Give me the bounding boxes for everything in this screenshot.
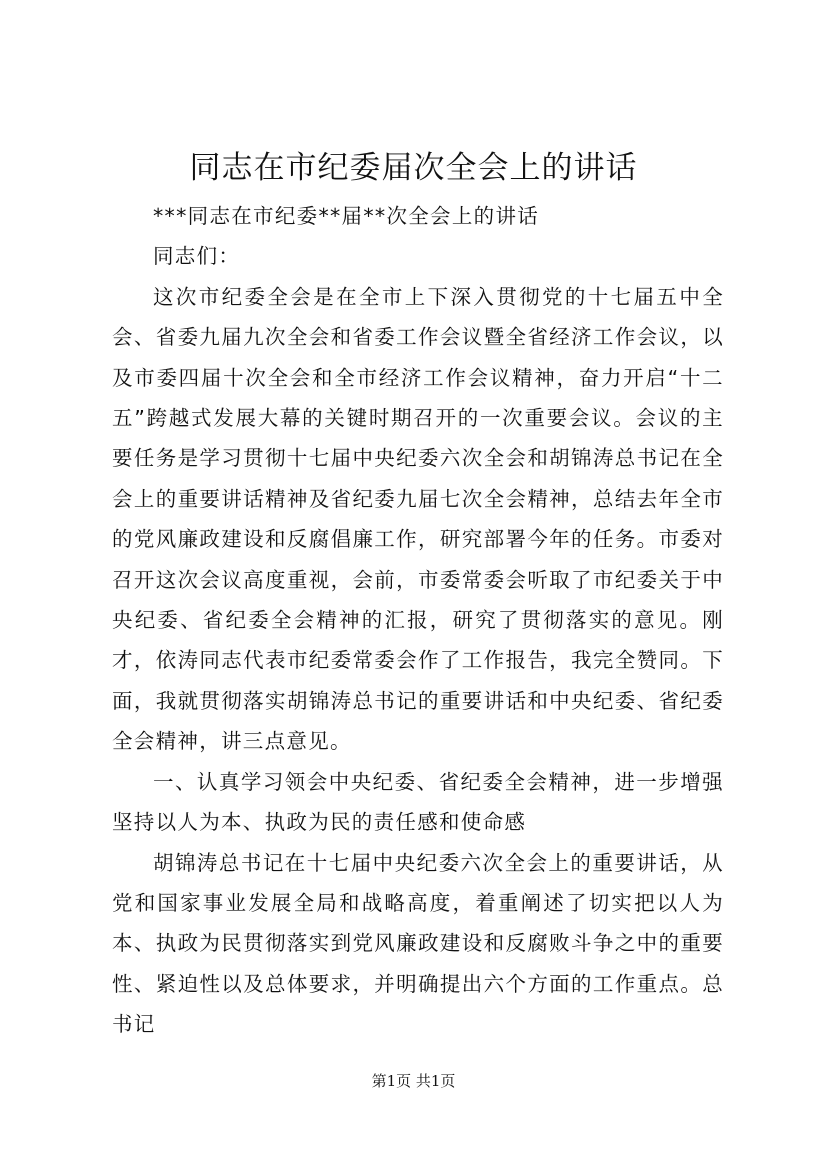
- section-heading-1: 一、认真学习领会中央纪委、省纪委全会精神，进一步增强坚持以人为本、执政为民的责任感和使命感: [112, 769, 724, 835]
- document-title: 同志在市纪委届次全会上的讲话: [189, 150, 638, 186]
- document-body: [112, 196, 724, 1045]
- paragraph-introduction: 这次市纪委全会是在全市上下深入贯彻党的十七届五中全会、省委九届九次全会和省委工作会议暨全省经济工作会议，以及市委四届十次全会和全市经济工作会议精神，奋力开启“十二五”跨越式发展大幕的关键时期召开的一次重要会议。会议的主要任务是学习贯彻十七届中央纪委六次全会和胡锦涛总书记在全会上的重要讲话精神及省纪委九届七次全会精神，总结去年全市的党风廉政建设和反腐倡廉工作，研究部署今年的任务。市委对召开这次会议高度重视，会前，市委常委会听取了市纪委关于中央纪委、省纪委全会精神的汇报，研究了贯彻落实的意见。刚才，依涛同志代表市纪委常委会作了工作报告，我完全赞同。下面，我就贯彻落实胡锦涛总书记的重要讲话和中央纪委、省纪委全会精神，讲三点意见。: [112, 284, 724, 754]
- paragraph-section-1: 胡锦涛总书记在十七届中央纪委六次全会上的重要讲话，从党和国家事业发展全局和战略高度，着重阐述了切实把以人为本、执政为民贯彻落实到党风廉政建设和反腐败斗争之中的重要性、紧迫性以及总体要求，并明确提出六个方面的工作重点。总书记: [112, 850, 724, 1037]
- speech-subtitle: ***同志在市纪委**届**次全会上的讲话: [153, 204, 540, 228]
- salutation: 同志们：: [153, 244, 241, 269]
- page-footer: 第1页 共1页: [371, 1072, 456, 1090]
